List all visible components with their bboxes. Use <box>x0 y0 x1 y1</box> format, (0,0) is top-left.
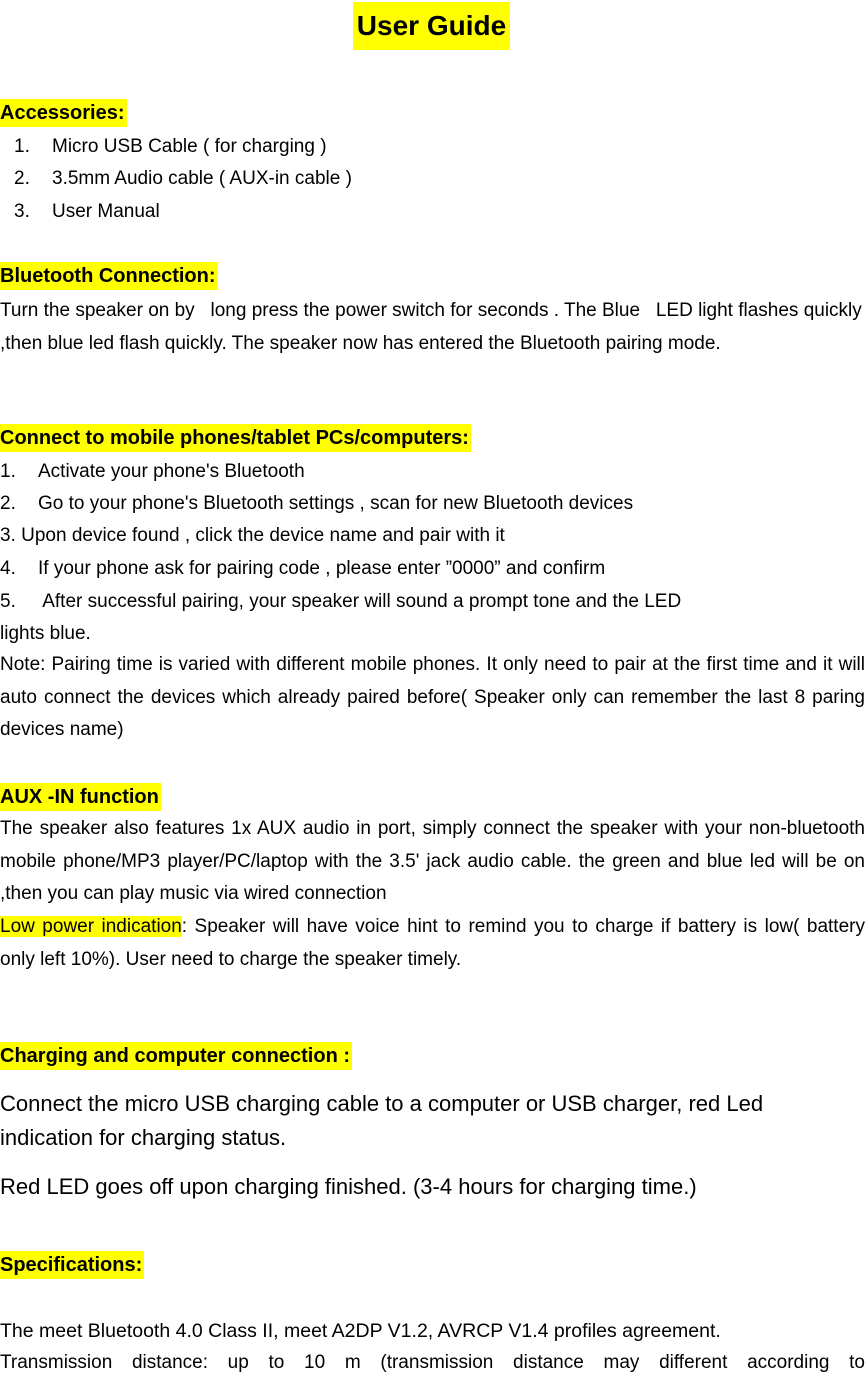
list-number: 2. <box>0 493 16 514</box>
list-item <box>0 491 633 517</box>
list-text: Activate your phone's Bluetooth <box>38 461 305 482</box>
specifications-heading: Specifications: <box>0 1251 144 1279</box>
list-item <box>0 459 305 485</box>
specs-paragraph: The meet Bluetooth 4.0 Class II, meet A2DP V1.2, AVRCP V1.4 profiles agreement. <box>0 1320 721 1342</box>
list-number: 1. <box>0 461 16 482</box>
low-power-paragraph <box>0 911 865 976</box>
list-number: 1. <box>14 136 30 157</box>
list-item <box>0 523 505 549</box>
list-item <box>0 621 91 647</box>
bluetooth-paragraph: Turn the speaker on by long press the power switch for seconds . The Blue LED light flashes quickly ,then blue led flash quickly. The speaker now has entered the Bluetooth pairing mode. <box>0 300 862 354</box>
list-number: 2. <box>14 168 30 189</box>
note-paragraph: Note: Pairing time is varied with different mobile phones. It only need to pair at the first time and it will auto connect the devices which already paired before( Speaker only can remember the last 8 paring devices name) <box>0 654 865 740</box>
charging-paragraph: Connect the micro USB charging cable to a computer or USB charger, red Led indication for charging status. <box>0 1091 764 1150</box>
list-text: 3.5mm Audio cable ( AUX-in cable ) <box>52 168 352 189</box>
list-text: Micro USB Cable ( for charging ) <box>52 136 327 157</box>
list-text: After successful pairing, your speaker will sound a prompt tone and the LED <box>38 591 682 612</box>
low-power-text: : Speaker will have voice hint to remind you to charge if battery is low( battery only left 10%). User need to charge the speaker timely. <box>0 916 865 970</box>
list-text: lights blue. <box>0 623 91 644</box>
list-number: 5. <box>0 591 16 612</box>
list-text: User Manual <box>52 201 160 222</box>
list-text: Go to your phone's Bluetooth settings , scan for new Bluetooth devices <box>38 493 634 514</box>
list-text: If your phone ask for pairing code , please enter ”0000” and confirm <box>38 558 606 579</box>
bluetooth-heading: Bluetooth Connection: <box>0 262 218 290</box>
specs-distance-paragraph: Transmission distance: up to 10 m (transmission distance may different according to <box>0 1352 865 1373</box>
list-text: 3. Upon device found , click the device name and pair with it <box>0 525 505 546</box>
list-number: 3. <box>14 201 30 222</box>
list-item <box>0 556 605 582</box>
aux-paragraph: The speaker also features 1x AUX audio in port, simply connect the speaker with your non-bluetooth mobile phone/MP3 player/PC/laptop with the 3.5' jack audio cable. the green and blue led will be on ,then you can play music via wired connection <box>0 818 865 904</box>
list-item <box>0 589 681 615</box>
list-item <box>14 166 352 192</box>
charging-heading: Charging and computer connection : <box>0 1042 352 1070</box>
page-title: User Guide <box>353 2 510 50</box>
list-item <box>14 134 327 160</box>
list-number: 4. <box>0 558 16 579</box>
aux-heading: AUX -IN function <box>0 783 161 811</box>
charging-finished-paragraph: Red LED goes off upon charging finished. (3-4 hours for charging time.) <box>0 1174 697 1199</box>
connect-heading: Connect to mobile phones/tablet PCs/computers: <box>0 424 471 452</box>
low-power-label: Low power indication <box>0 916 182 937</box>
accessories-heading: Accessories: <box>0 99 127 127</box>
list-item <box>14 199 160 225</box>
